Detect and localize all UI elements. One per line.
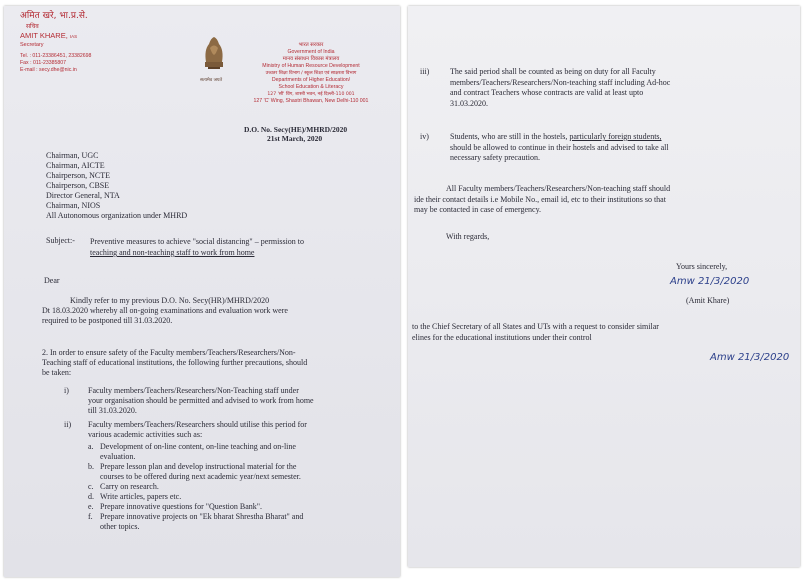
item-i-number: i)	[64, 386, 69, 395]
reference-number: D.O. No. Secy(HE)/MHRD/2020	[244, 125, 348, 134]
activity-item-f: f. Prepare innovative projects on "Ek bharat Shrestha Bharat" and	[88, 512, 304, 521]
sender-name: AMIT KHARE, IAS	[20, 31, 78, 40]
activity-item-a: a. Development of on-line content, on-line teaching and on-line	[88, 442, 296, 451]
activity-list: a. Development of on-line content, on-line teaching and on-line evaluation. b. Prepare lesson plan and develop instructional material for the courses to be offered during next academic year/next semester. c. Carry on research. d. Write articles, papers etc. e. Prepare innovative questions for "Question Bank". f. Prepare innovative projects on "Ek bharat Shrestha Bharat" and other topics.	[88, 442, 304, 531]
subject-label: Subject:-	[46, 236, 75, 245]
item-iii-number: iii)	[420, 67, 430, 76]
closing: Yours sincerely,	[676, 262, 728, 271]
sender-tel: Tel. : 011-23386451, 23382698	[20, 53, 92, 59]
item-i-text: Faculty members/Teachers/Researchers/Non-Teaching staff under your organisation should be permitted and advised to work from home till 31.03.2020.	[88, 386, 314, 415]
activity-item-c: c. Carry on research.	[88, 482, 159, 491]
sender-title-hindi: सचिव	[26, 23, 39, 30]
national-emblem-icon	[200, 34, 228, 76]
salutation: Dear	[44, 276, 60, 285]
item-iii-text: The said period shall be counted as being on duty for all Faculty members/Teachers/Researchers/Non-teaching staff including Ad-hoc and contract Teachers whose contracts are valid at least upto 31.03.2020.	[450, 67, 671, 108]
letter-page-1	[4, 6, 400, 577]
item-ii-number: ii)	[64, 420, 72, 429]
recipient-list: Chairman, UGC Chairman, AICTE Chairperson, NCTE Chairperson, CBSE Director General, NTA Chairman, NIOS All Autonomous organization under MHRD	[46, 151, 188, 220]
signature: Amw 21/3/2020	[670, 276, 750, 287]
item-iv-number: iv)	[420, 132, 429, 141]
sender-title: Secretary	[20, 42, 44, 48]
signatory-name: (Amit Khare)	[686, 296, 730, 305]
activity-item-e: e. Prepare innovative questions for "Question Bank".	[88, 502, 263, 511]
sender-email: E-mail : secy.dhe@nic.in	[20, 67, 77, 73]
paragraph-3: All Faculty members/Teachers/Researchers/Non-teaching staff should ide their contact details i.e Mobile No., email id, etc to their institutions so that may be contacted in case of emergency.	[414, 184, 671, 214]
signature-2: Amw 21/3/2020	[710, 352, 790, 363]
paragraph-1: Kindly refer to my previous D.O. No. Secy(HR)/MHRD/2020 Dt 18.03.2020 whereby all on-going examinations and evaluation work were required to be postponed till 31.03.2020.	[42, 296, 288, 325]
item-ii-text: Faculty members/Teachers/Researchers should utilise this period for various academic activities such as:	[88, 420, 307, 439]
letter-date: 21st March, 2020	[267, 134, 323, 143]
sender-fax: Fax : 011-23385807	[20, 60, 67, 66]
subject-text: Preventive measures to achieve "social distancing" – permission to teaching and non-teaching staff to work from home	[90, 237, 305, 257]
activity-item-d: d. Write articles, papers etc.	[88, 492, 182, 501]
activity-item-b: b. Prepare lesson plan and develop instructional material for the	[88, 462, 297, 471]
paragraph-2: 2. In order to ensure safety of the Faculty members/Teachers/Researchers/Non- Teaching staff of educational institutions, the following further precautions, should be taken:	[42, 348, 308, 377]
letter-page-2	[408, 6, 800, 567]
copy-to: to the Chief Secretary of all States and UTs with a request to consider similar elines for the educational institutions under their control	[412, 322, 659, 342]
sender-name-hindi: अमित खरे, भा.प्र.से.	[20, 11, 88, 21]
emblem-caption: सत्यमेव जयते	[200, 78, 223, 83]
govt-letterhead: भारत सरकार Government of India मानव संसाधन विकास मंत्रालय Ministry of Human Resource Development उच्चतर शिक्षा विभाग / स्कूल शिक्षा एवं साक्षरता विभाग Departments of Higher Education/ School Education & Literacy 127 'सी' विंग, शास्त्री भवन, नई दिल्ली-110 001 127 'C' Wing, Shastri Bhawan, New Delhi-110 001	[253, 42, 369, 104]
item-iv-text: Students, who are still in the hostels, particularly foreign students, should be allowed to continue in their hostels and advised to take all necessary safety precaution.	[450, 132, 669, 162]
regards: With regards,	[446, 232, 490, 241]
